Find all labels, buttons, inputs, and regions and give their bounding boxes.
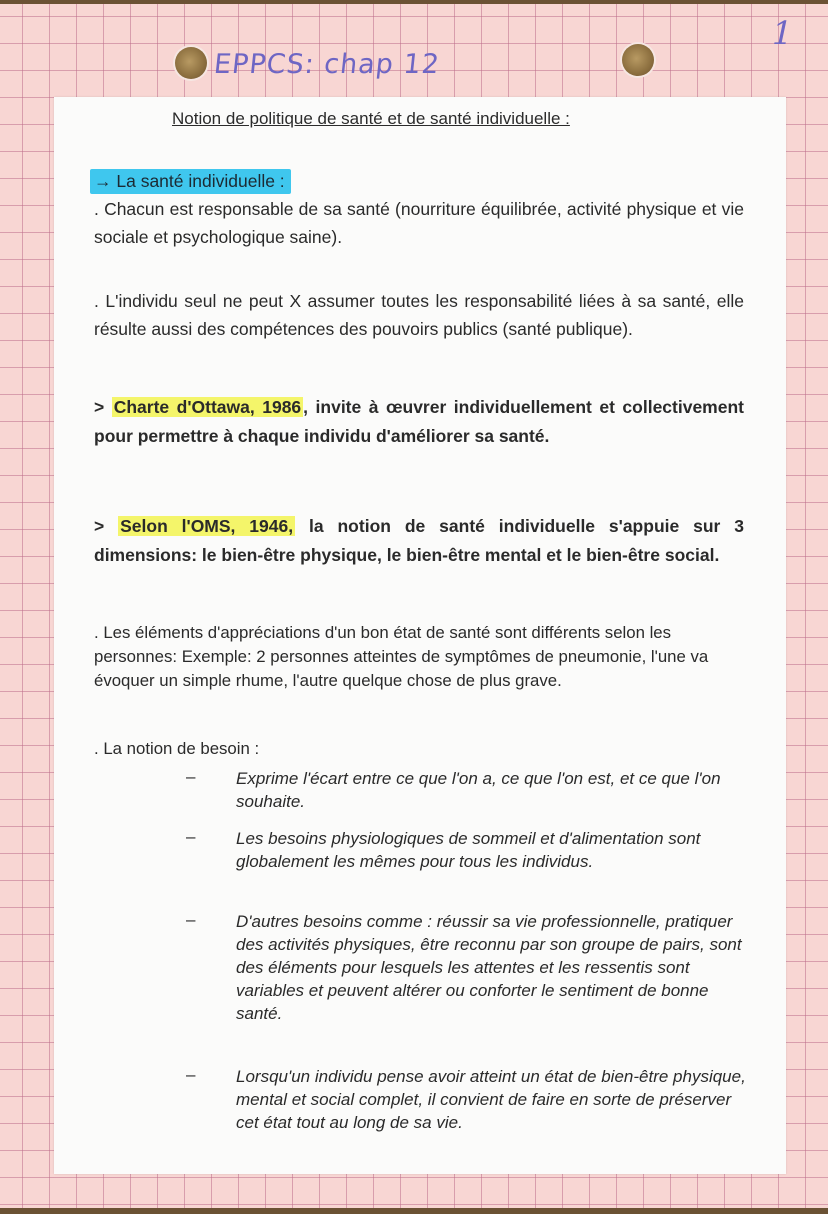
dash-marker: – xyxy=(186,767,196,786)
bullet-text: Lorsqu'un individu pense avoir atteint un état de bien-être physique, mental et social complet, il convient de faire en sorte de préserver cet état tout au long de sa vie. xyxy=(236,1067,746,1132)
bullet-text: D'autres besoins comme : réussir sa vie professionnelle, pratiquer des activités physiques, être reconnu par son groupe de pairs, sont des éléments pour lesquels les attentes et les ressentis sont variables et peuvent altérer ou conforter le sentiment de bonne santé. xyxy=(236,912,742,1023)
paragraph-ottawa-charter xyxy=(94,393,744,451)
printed-sheet xyxy=(54,97,786,1174)
punch-hole-right xyxy=(622,44,654,76)
paragraph-responsibility: . Chacun est responsable de sa santé (nourriture équilibrée, activité physique et vie sociale et psychologique saine). xyxy=(94,199,744,247)
section-heading-highlighted: → La santé individuelle : xyxy=(90,169,291,194)
ottawa-prefix: > xyxy=(94,397,112,417)
punch-hole-left xyxy=(175,47,207,79)
dash-marker: – xyxy=(186,910,196,929)
bullet-text: Exprime l'écart entre ce que l'on a, ce que l'on est, et ce que l'on souhaite. xyxy=(236,769,721,811)
paragraph-public-health: . L'individu seul ne peut X assumer toutes les responsabilité liées à sa santé, elle résulte aussi des compétences des pouvoirs publics (santé publique). xyxy=(94,291,744,339)
ottawa-highlight: Charte d'Ottawa, 1986 xyxy=(113,397,302,417)
document-title: Notion de politique de santé et de santé individuelle : xyxy=(172,109,570,128)
paragraph-oms-definition xyxy=(94,512,744,570)
handwritten-page-number: 1 xyxy=(767,14,797,52)
oms-highlight: Selon l'OMS, 1946, xyxy=(120,516,294,536)
grid-paper-background xyxy=(0,4,828,1208)
oms-text: la notion de santé individuelle s'appuie sur 3 dimensions: le bien-être physique, le bien-être mental et le bien-être social. xyxy=(94,516,744,565)
handwritten-chapter-title: EPPCS: chap 12 xyxy=(212,49,442,80)
oms-prefix: > xyxy=(94,516,119,536)
dash-marker: – xyxy=(186,1065,196,1084)
bullet-text: Les besoins physiologiques de sommeil et d'alimentation sont globalement les mêmes pour tous les individus. xyxy=(236,829,701,871)
paragraph-appreciation: . Les éléments d'appréciations d'un bon état de santé sont différents selon les personnes: Exemple: 2 personnes atteintes de symptômes de pneumonie, l'une va évoquer un simple rhume, l'autre quelque chose de plus grave. xyxy=(94,623,709,690)
besoin-heading: . La notion de besoin : xyxy=(94,739,260,758)
ottawa-text: , invite à œuvrer individuellement et collectivement pour permettre à chaque individu d'améliorer sa santé. xyxy=(94,397,744,446)
dash-marker: – xyxy=(186,827,196,846)
